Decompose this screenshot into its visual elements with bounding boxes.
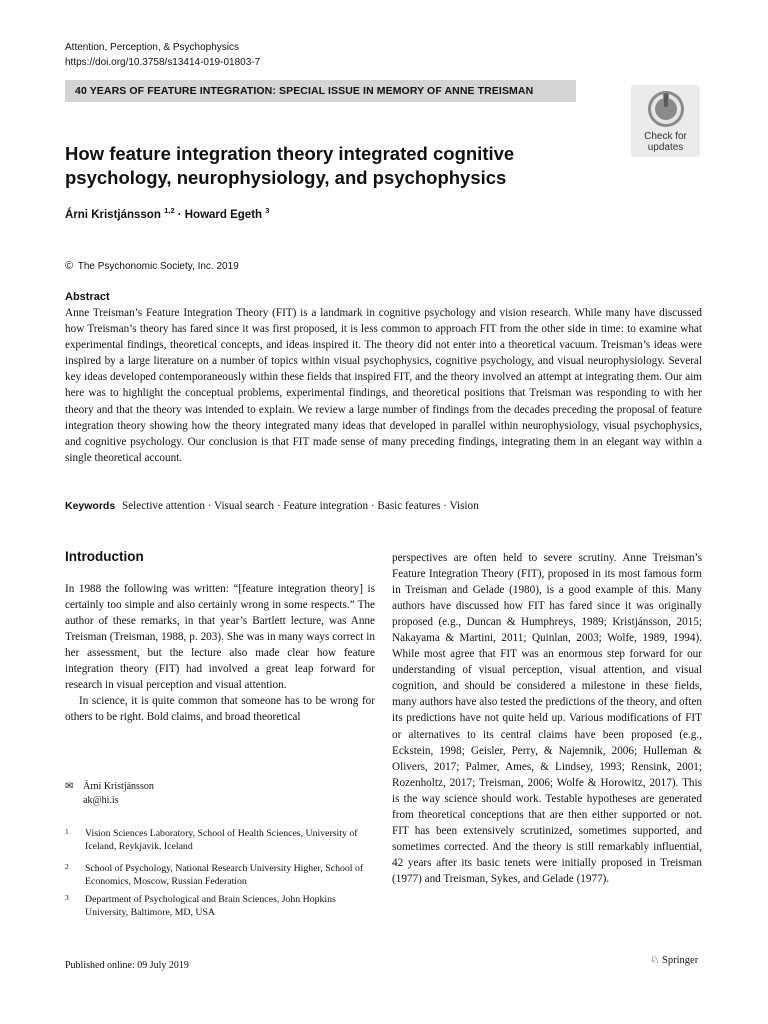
affiliation-item (65, 862, 377, 888)
special-issue-banner: 40 YEARS OF FEATURE INTEGRATION: SPECIAL ISSUE IN MEMORY OF ANNE TREISMAN (65, 80, 576, 102)
check-updates-label-1: Check for (644, 131, 687, 142)
author-list (65, 206, 269, 221)
published-date: Published online: 09 July 2019 (65, 960, 189, 971)
springer-horse-icon: ♘ (650, 955, 660, 966)
paper-title: How feature integration theory integrated cognitive psychology, neurophysiology, and psychophysics (65, 143, 515, 188)
affiliation-number: 3 (65, 893, 69, 902)
doi-link[interactable]: https://doi.org/10.3758/s13414-019-01803-7 (65, 57, 261, 68)
author-separator: · (177, 208, 182, 221)
affiliation-marker: 1,2 (164, 206, 175, 215)
envelope-icon: ✉ (65, 781, 74, 792)
check-updates-label-2: updates (647, 142, 684, 153)
corresponding-author (65, 780, 154, 808)
affiliation-marker: 3 (265, 206, 270, 215)
body-column-right (392, 550, 702, 887)
journal-name: Attention, Perception, & Psychophysics (65, 42, 239, 53)
keywords-label: Keywords (65, 500, 116, 512)
copyright-line (65, 260, 239, 272)
author-name[interactable]: Howard Egeth (184, 208, 263, 221)
keywords-line (65, 500, 705, 512)
copyright-text: The Psychonomic Society, Inc. 2019 (77, 261, 239, 272)
contact-name: Árni Kristjánsson (83, 781, 154, 792)
affiliation-text: Vision Sciences Laboratory, School of Health Sciences, University of Iceland, Reykjavik, Iceland (85, 828, 358, 852)
check-for-updates-button[interactable] (631, 85, 700, 157)
affiliation-text: School of Psychology, National Research University Higher, School of Economics, Moscow, Russian Federation (85, 863, 364, 887)
author-name[interactable]: Árni Kristjánsson (65, 208, 161, 221)
body-paragraph: In 1988 the following was written: “[feature integration theory] is certainly too simple and also certainly wrong in some respects.” The author of these remarks, in that year’s Bartlett lecture, was Anne Treisman (Treisman, 1988, p. 203). She was in many ways correct in her assessment, but the lecture also made clear how feature integration theory (FIT) had involved a great leap forward for research in visual perception and visual attention. (65, 583, 375, 692)
affiliation-number: 2 (65, 862, 69, 871)
contact-email[interactable]: ak@hi.is (83, 795, 119, 806)
body-column-left (65, 581, 375, 725)
affiliation-text: Department of Psychological and Brain Sciences, John Hopkins University, Baltimore, MD, USA (85, 894, 336, 918)
body-paragraph: perspectives are often held to severe scrutiny. Anne Treisman’s Feature Integration Theory (FIT), proposed in its most famous form in Treisman and Gelade (1980), is a good example of this. Many authors have discussed how FIT has fared since it was originally proposed (e.g., Duncan & Humphreys, 1989; Kristjánsson, 2015; Nakayama & Martini, 2011; Quinlan, 2003; Wolfe, 1989, 1994). While most agree that FIT was an enormous step forward for our understanding of visual perception, visual attention, and visual cognition, and should be considered a milestone in these fields, many authors have also tested the predictions of the theory, and often its predictions have not quite held up. Various modifications of FIT or alternatives to its central claims have been proposed (e.g., Eckstein, 1998; Geisler, Perry, & Najemnik, 2006; Hulleman & Olivers, 2017; Palmer, Ames, & Lindsey, 1993; Rensink, 2001; Rozenholtz, 2017; Treisman, 2006; Wolfe & Horowitz, 2017). This is the way science should work. Testable hypotheses are generated from theoretical conceptions that are then either supported or not. FIT has been extensively scrutinized, sometimes supported, and sometimes corrected. And the theory is still remarkably influential, 42 years after its basic tenets were initially proposed in Treisman (1977) and Treisman, Sykes, and Gelade (1977). (392, 552, 702, 885)
check-updates-icon (646, 89, 686, 129)
keywords-list: Selective attention · Visual search · Feature integration · Basic features · Vision (121, 500, 479, 512)
body-paragraph: In science, it is quite common that someone has to be wrong for others to be right. Bold claims, and broad theoretical (65, 695, 375, 724)
copyright-icon: © (65, 260, 74, 272)
affiliation-item (65, 893, 377, 919)
publisher-name: Springer (662, 955, 699, 966)
abstract-text: Anne Treisman’s Feature Integration Theory (FIT) is a landmark in cognitive psychology and vision research. While many have discussed how Treisman’s theory has fared since it was first proposed, it is less common to approach FIT from the other side in time: to examine what experimental findings, theoretical concepts, and ideas inspired it. The theory did not enter into a theoretical vacuum. Treisman’s ideas were inspired by a large literature on a number of topics within visual psychophysics, cognitive psychology, and visual neurophysiology. Several key ideas developed contemporaneously within these fields that inspired FIT, and the theory involved an attempt at integrating them. Our aim here was to highlight the conceptual problems, experimental findings, and theoretical positions that Treisman was responding to with her theory and that the theory was intended to explain. We review a large number of findings from the decades preceding the proposal of feature integration theory showing how the theory integrated many ideas that developed in parallel within neurophysiology, visual psychophysics, and cognitive psychology. Our conclusion is that FIT made sense of many preceding findings, integrating them in an elegant way within a single theoretical account. (65, 307, 702, 464)
affiliation-number: 1 (65, 827, 69, 836)
affiliation-item (65, 827, 377, 853)
abstract-heading: Abstract (65, 291, 110, 303)
section-heading-introduction: Introduction (65, 549, 144, 564)
publisher-logo (650, 954, 698, 966)
